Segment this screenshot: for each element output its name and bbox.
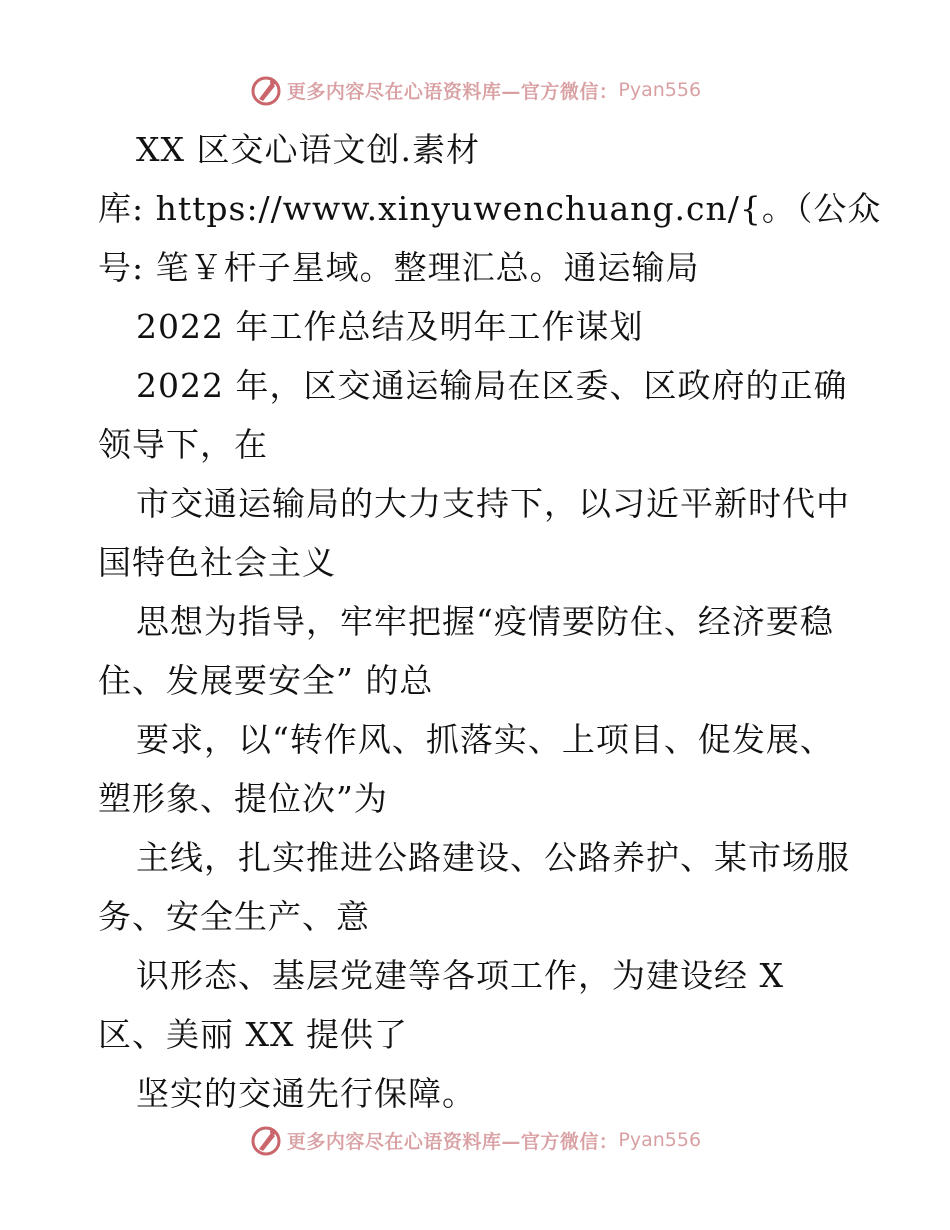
footer-banner (0, 1120, 950, 1160)
text-line: 号: 笔￥杆子星域。整理汇总。通运输局 (98, 248, 700, 287)
text-line: 坚实的交通先行保障。 (136, 1074, 476, 1113)
text-line: 思想为指导，牢牢把握“疫情要防住、经济要稳 (136, 602, 834, 641)
banner-text: 更多内容尽在心语资料库—官方微信： (286, 1130, 619, 1153)
text-line: 识形态、基层党建等各项工作，为建设经 X (136, 956, 784, 995)
text-line: 市交通运输局的大力支持下，以习近平新时代中 (136, 484, 850, 523)
text-line: 领导下，在 (98, 425, 268, 464)
text-line: 2022 年，区交通运输局在区委、区政府的正确 (136, 366, 848, 405)
text-line: 国特色社会主义 (98, 543, 336, 582)
text-line: 要求，以“转作风、抓落实、上项目、促发展、 (136, 720, 834, 759)
text-line: 2022 年工作总结及明年工作谋划 (136, 307, 644, 346)
text-line: XX 区交心语文创.素材 (136, 130, 480, 169)
text-line: 库: https://www.xinyuwenchuang.cn/{。（公众 (98, 189, 882, 228)
text-line: 区、美丽 XX 提供了 (98, 1015, 408, 1054)
text-line: 主线，扎实推进公路建设、公路养护、某市场服 (136, 838, 850, 877)
banner-contact: Pyan556 (618, 1129, 702, 1151)
banner-text: 更多内容尽在心语资料库—官方微信： (286, 80, 619, 103)
pen-circle-icon (249, 73, 283, 107)
text-line: 住、发展要安全” 的总 (98, 661, 434, 700)
text-line: 塑形象、提位次”为 (98, 779, 388, 818)
document-body (98, 120, 882, 1123)
text-line: 务、安全生产、意 (98, 897, 370, 936)
pen-circle-icon (249, 1123, 283, 1157)
header-banner (0, 70, 950, 110)
banner-contact: Pyan556 (618, 79, 702, 101)
